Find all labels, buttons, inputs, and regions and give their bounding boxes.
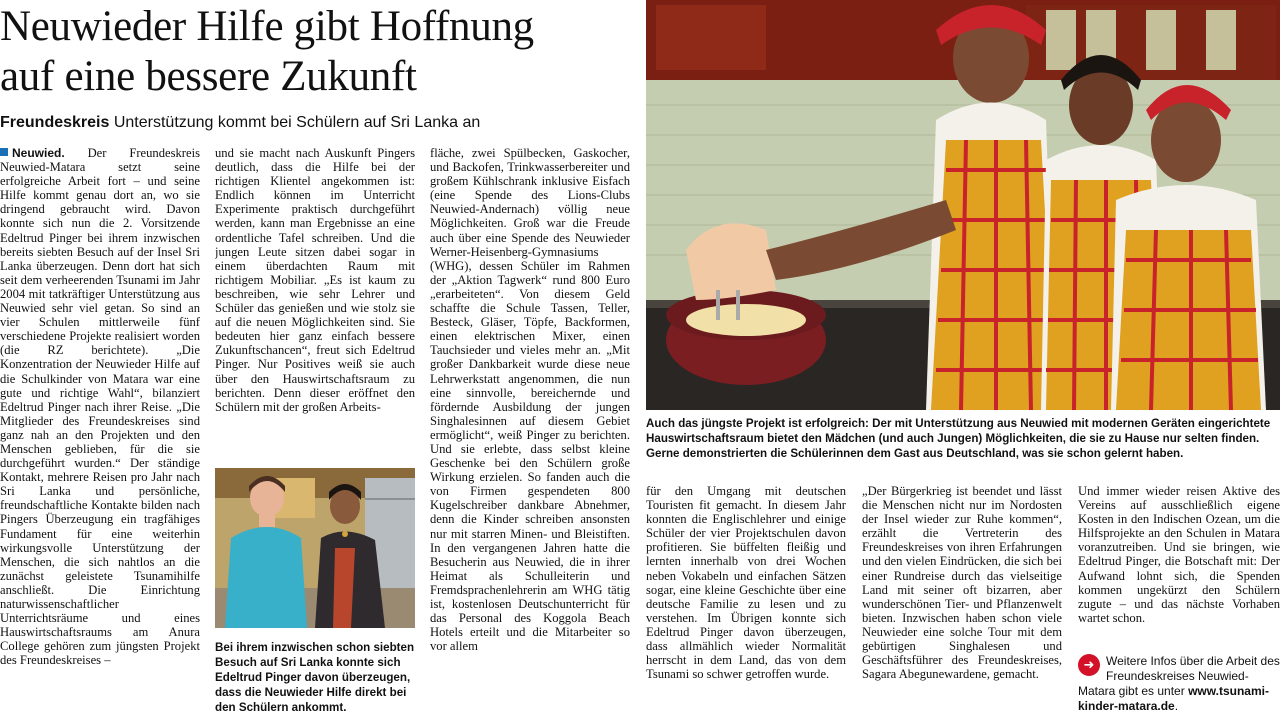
- headline-line-2: auf eine bessere Zukunft: [0, 53, 417, 100]
- dateline: Neuwied.: [12, 146, 65, 160]
- info-url-link[interactable]: www.tsunami-kinder-matara.de: [1078, 684, 1269, 713]
- article-column-1: [0, 146, 200, 714]
- column-2-text: und sie macht nach Auskunft Pingers deutlich, dass die Hilfe bei der richtigen Klientel angekommen ist: Endlich können im Unterricht Experimente praktisch durchgeführt werden, kann man Ergebnisse an eine ordentliche Tafel schreiben. Und die jungen Leute sitzen dabei sogar in einem überdachten Raum mit richtigem Mobiliar. „Es ist kaum zu beschreiben, wie sehr Lehrer und Schüler das genießen und wie stolz sie auf die neuen Möglichkeiten sind. Sie bedeuten hier ganz einfach bessere Zukunftschancen“, freut sich Edeltrud Pinger. Nur Positives weiß sie auch über den Hauswirtschaftsraum zu berichten. Denn dieser eröffnet den Schülern mit der großen Arbeits-: [215, 146, 415, 414]
- main-photo-caption: Auch das jüngste Projekt ist erfolgreich: Der mit Unterstützung aus Neuwied mit modernen Geräten eingerichtete Hauswirtschaftsraum bietet den Mädchen (und auch Jungen) Möglichkeiten, die sie zu Hause nur selten finden. Gerne demonstrierten die Schülerinnen dem Gast aus Deutschland, was sie schon gelernt haben.: [646, 417, 1271, 460]
- subheadline: [0, 113, 640, 133]
- column-3-text: fläche, zwei Spülbecken, Gaskocher, und Backofen, Trinkwasserbereiter und großem Kühlschrank inklusive Eisfach (eine Spende des Lions-Clubs Neuwied-Andernach) völlig neue Möglichkeiten. Groß war die Freude auch über eine Spende des Neuwieder Werner-Heisenberg-Gymnasiums (WHG), dessen Schüler im Rahmen der „Aktion Tagwerk“ rund 800 Euro „erarbeiteten“. Von diesem Geld schaffte die Schule Tassen, Teller, Besteck, Gläser, Töpfe, Backformen, einen elektrischen Mixer, einen Tauchsieder und vieles mehr an. „Mit großer Dankbarkeit wurde diese neue Lehrwerkstatt angenommen, die nun eine sinnvolle, bereichernde und fördernde Ausbildung der jungen Singhalesinnen auf diesem Gebiet ermöglicht“, weiß Pinger zu berichten. Und sie erlebte, dass selbst kleine Geschenke bei den Schülern große Wirkung erzielen. So fanden auch die von Firmen gespendeten 800 Kugelschreiber dankbare Abnehmer, denn die Kinder schreiben ansonsten nur mit starren Minen- und Bleistiften. In den vergangenen Jahren hatte die Besucherin aus Neuwied, die in ihrer Heimat als Schulleiterin und Fremdsprachenlehrerin am WHG tätig ist, kostenlosen Deutschunterricht für das Personal des Koggola Beach Hotels erteilt und die Mitarbeiter so vor allem: [430, 146, 630, 654]
- info-box: [1078, 654, 1280, 714]
- column-4-text: für den Umgang mit deutschen Touristen fit gemacht. In diesem Jahr konnten die Englischlehrer und einige Schüler der vier Projektschulen davon profitieren. Sie büffelten fleißig und lernten innerhalb von drei Wochen neben Vokabeln und einfachen Sätzen sogar, eine kleine Geschichte über eine deutsche Familie zu lesen und zu verstehen. Im Übrigen konnte sich Edeltrud Pinger davon überzeugen, dass allmählich wieder Normalität herrscht in dem Land, das von dem Tsunami so schwer getroffen wurde.: [646, 484, 846, 682]
- column-5-text: „Der Bürgerkrieg ist beendet und lässt die Menschen nicht nur im Nordosten der Insel wieder zur Ruhe kommen“, erzählt die Vertreterin des Freundeskreises von ihren Erfahrungen und den vielen Eindrücken, die sich bei einer Rundreise durch das vielseitige Land mit seiner oft bizarren, aber wunderschönen Tier- und Pflanzenwelt bieten. Inzwischen haben schon viele Neuwieder eine solche Tour mit dem gebürtigen Singhalesen und Geschäftsführer des Freundeskreises, Sagara Abegunewardene, gemacht.: [862, 484, 1062, 682]
- small-photo: [215, 468, 415, 628]
- headline-line-1: Neuwieder Hilfe gibt Hoffnung: [0, 3, 534, 50]
- column-6-text: Und immer wieder reisen Aktive des Vereins auf ausschließlich eigene Kosten in den Indischen Ozean, um die Hilfsprojekte an den Schulen in Matara voranzutreiben. Und sie bringen, wie Edeltrud Pinger, die Botschaft mit: Der Aufwand lohnt sich, die Spenden kommen ungekürzt den Schülern zugute – und das nächste Vorhaben wartet schon.: [1078, 484, 1280, 625]
- section-marker-icon: [0, 148, 8, 156]
- info-text: Weitere Infos über die Arbeit des Freundeskreises Neuwied-Matara gibt es unter: [1078, 654, 1280, 698]
- article-column-6: [1078, 484, 1280, 650]
- article-column-5: [862, 484, 1062, 714]
- article-column-4: [646, 484, 846, 714]
- kicker: Freundeskreis: [0, 114, 110, 131]
- two-women-photo: [215, 468, 415, 628]
- small-photo-caption: Bei ihrem inzwischen schon siebten Besuch auf Sri Lanka konnte sich Edeltrud Pinger davon überzeugen, dass die Neuwieder Hilfe direkt bei den Schülern ankommt.: [215, 641, 415, 714]
- column-1-text: Der Freundeskreis Neuwied-Matara setzt seine erfolgreiche Arbeit fort – und seine Hilfe kommt genau dort an, wo sie dringend gebraucht wird. Davon konnte sich nun die 2. Vorsitzende Edeltrud Pinger bei ihrem inzwischen bereits siebten Besuch auf der Insel Sri Lanka überzeugen. Denn dort hat sich seit dem verheerenden Tsunami im Jahr 2004 mit tatkräftiger Unterstützung aus Neuwied sehr viel getan. So sind an vier Schulen mittlerweile fünf verschiedene Projekte realisiert worden (die RZ berichtete). „Die Konzentration der Neuwieder Hilfe auf die Schulkinder von Matara war eine gute und richtige Wahl“, bilanziert Edeltrud Pinger nach ihrer Reise. „Die Mitglieder des Freundeskreises sind ganz nah an den Projekten und den Menschen geblieben, für die sie durchgeführt wurden.“ Der ständige Kontakt, mehrere Reisen pro Jahr nach Sri Lanka und persönliche, freundschaftliche Kontakte bilden nach Pingers Überzeugung ein tragfähiges Fundament für eine weiterhin wirkungsvolle Unterstützung der Menschen, die sich nahtlos an die zunächst geleistete Tsunamihilfe anschließt. Die Einrichtung naturwissenschaftlicher Unterrichtsräume und eines Hauswirtschaftsraums am Anura College gehören zum jüngsten Projekt des Freundeskreises –: [0, 146, 200, 668]
- main-photo: [646, 0, 1280, 410]
- headline: [0, 2, 640, 102]
- arrow-right-icon: ➜: [1078, 654, 1100, 676]
- info-suffix: .: [1174, 699, 1179, 713]
- article-column-3: [430, 146, 630, 714]
- cooking-class-photo: [646, 0, 1280, 410]
- subhead-text: Unterstützung kommt bei Schülern auf Sri Lanka an: [113, 114, 481, 131]
- article-column-2: [215, 146, 415, 462]
